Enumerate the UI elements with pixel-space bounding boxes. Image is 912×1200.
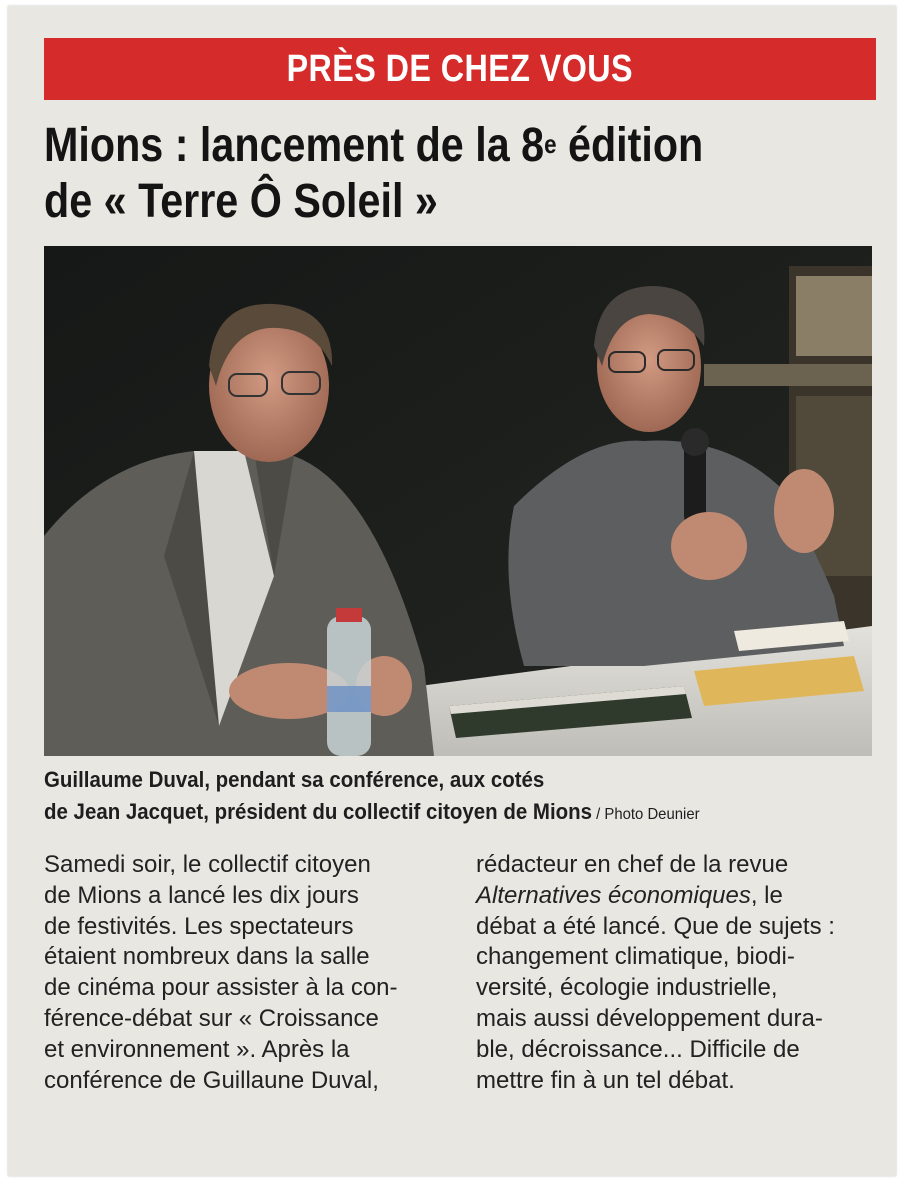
body-line: et environnement ». Après la bbox=[44, 1035, 350, 1063]
body-line: mais aussi développement dura- bbox=[476, 1004, 823, 1032]
headline-line-1-text: Mions : lancement de la 8 bbox=[44, 119, 545, 172]
body-line: conférence de Guillaune Duval, bbox=[44, 1066, 379, 1094]
caption-line-2 bbox=[44, 796, 825, 831]
body-line: changement climatique, biodi- bbox=[476, 943, 795, 971]
body-line: Samedi soir, le collectif citoyen bbox=[44, 851, 371, 878]
caption-line-1: Guillaume Duval, pendant sa conférence, aux cotés bbox=[44, 767, 545, 792]
body-line: versité, écologie industrielle, bbox=[476, 974, 778, 1002]
body-line: de festivités. Les spectateurs bbox=[44, 912, 354, 940]
headline-line-1-suffix: édition bbox=[556, 119, 704, 172]
photo-caption bbox=[44, 764, 884, 831]
body-line: débat a été lancé. Que de sujets : bbox=[476, 912, 835, 940]
section-banner-label: PRÈS DE CHEZ VOUS bbox=[286, 47, 634, 90]
article-column-right bbox=[476, 850, 886, 1096]
photo-credit: / Photo Deunier bbox=[592, 806, 700, 823]
body-line: de Mions a lancé les dix jours bbox=[44, 881, 359, 909]
article-headline bbox=[44, 118, 766, 230]
article-column-left bbox=[44, 850, 454, 1096]
section-banner bbox=[44, 38, 876, 100]
body-line: étaient nombreux dans la salle bbox=[44, 943, 370, 971]
caption-line-2-text: de Jean Jacquet, président du collectif citoyen de Mions bbox=[44, 799, 593, 824]
headline-line-2: de « Terre Ô Soleil » bbox=[44, 175, 438, 228]
article-photo bbox=[44, 246, 872, 756]
body-line: mettre fin à un tel débat. bbox=[476, 1066, 735, 1094]
body-line-tail: , le bbox=[750, 881, 783, 909]
body-line: rédacteur en chef de la revue bbox=[476, 851, 789, 878]
body-line: de cinéma pour assister à la con- bbox=[44, 974, 398, 1002]
headline-line-1 bbox=[44, 118, 766, 174]
photo-illustration bbox=[44, 246, 872, 756]
headline-superscript: e bbox=[544, 129, 557, 159]
magazine-title: Alternatives économiques bbox=[476, 881, 751, 909]
body-line-with-italic bbox=[476, 881, 886, 912]
body-line: férence-débat sur « Croissance bbox=[44, 1004, 379, 1032]
body-line: ble, décroissance... Difficile de bbox=[476, 1035, 800, 1063]
